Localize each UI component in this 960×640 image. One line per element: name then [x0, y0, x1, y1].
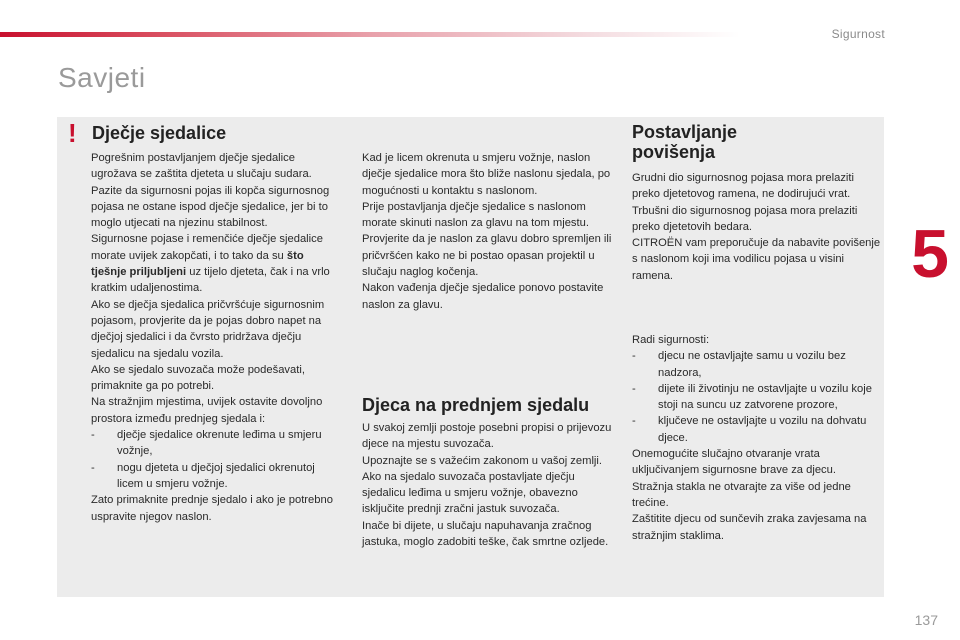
paragraph: Prije postavljanja dječje sjedalice s naslonom morate skinuti naslon za glavu na tom mjestu. — [362, 200, 589, 230]
paragraph: Inače bi dijete, u slučaju napuhavanja zračnog jastuka, moglo zadobiti teške, čak smrtne ozljede. — [362, 519, 609, 549]
bold-emphasis: što tješnje priljubljeni — [91, 249, 304, 279]
list-dash: - — [91, 461, 95, 474]
page-title: Savjeti — [58, 62, 146, 93]
paragraph: Radi sigurnosti: — [632, 334, 710, 346]
list-item: - ključeve ne ostavljajte u vozilu na dohvatu djece. — [632, 413, 884, 446]
chapter-tab — [900, 213, 960, 295]
list-dash: - — [91, 429, 95, 442]
paragraph: Ako se dječja sjedalica pričvršćuje sigurnosnim pojasom, provjerite da je pojas dobro napet na dječjoj sjedalici i da čvrsto pridržava dječju sjedalicu na sjedalu vozila. — [91, 298, 325, 360]
paragraph: Zato primaknite prednje sjedalo i ako je potrebno uspravite njegov naslon. — [91, 494, 333, 523]
paragraph: Nakon vađenja dječje sjedalice ponovo postavite naslon za glavu. — [362, 282, 604, 311]
child-seats-heading: Dječje sjedalice — [92, 123, 227, 143]
list-item: - dijete ili životinju ne ostavljajte u vozilu koje stoji na suncu uz zatvorene prozore, — [632, 381, 884, 414]
booster-text — [632, 170, 882, 284]
paragraph: Trbušni dio sigurnosnog pojasa mora prelaziti preko djetetovih bedara. — [632, 204, 858, 233]
paragraph: Pazite da sigurnosni pojas ili kopča sigurnosnog pojasa ne ostane ispod dječje sjedalice, jer bi to moglo utjecati na njezinu stabilnost. — [91, 184, 330, 230]
front-seat-text — [362, 420, 612, 550]
paragraph: Grudni dio sigurnosnog pojasa mora prelaziti preko djetetovog ramena, ne dodirujući vrat. — [632, 172, 855, 201]
chapter-number: 5 — [911, 216, 949, 292]
paragraph: Zaštitite djecu od sunčevih zraka zavjesama na stražnjim staklima. — [632, 513, 867, 542]
front-seat-heading: Djeca na prednjem sjedalu — [362, 395, 590, 415]
headrest-text — [362, 150, 612, 313]
paragraph: Ako se sjedalo suvozača može podešavati, primaknite ga po potrebi. — [91, 363, 305, 393]
paragraph: Kad je licem okrenuta u smjeru vožnje, naslon dječje sjedalice mora što bliže naslonu sjedala, po mogućnosti u kontaktu s naslonom. — [362, 152, 611, 197]
page-number: 137 — [914, 612, 938, 628]
list-dash: - — [632, 350, 636, 363]
paragraph: Sigurnosne pojase i remenčiće dječje sjedalice morate uvijek zakopčati, i to tako da su što tješnje priljubljeni uz tijelo djeteta, čak i na vrlo kratkim udaljenostima. — [91, 233, 330, 295]
paragraph: CITROËN vam preporučuje da nabavite povišenje s naslonom koji ima vodilicu pojasa u visini ramena. — [632, 237, 881, 282]
paragraph: Upoznajte se s važećim zakonom u vašoj zemlji. — [362, 454, 603, 467]
list-dash: - — [632, 382, 636, 395]
list-item: - dječje sjedalice okrenute leđima u smjeru vožnje, — [91, 427, 341, 460]
paragraph: Provjerite da je naslon za glavu dobro spremljen ili pričvršćen kako ne bi postao opasan projektil u slučaju naglog kočenja. — [362, 233, 612, 279]
list-dash: - — [632, 415, 636, 428]
booster-heading: Postavljanje povišenja — [632, 122, 738, 162]
list-item: - djecu ne ostavljajte samu u vozilu bez nadzora, — [632, 348, 884, 381]
paragraph: Na stražnjim mjestima, uvijek ostavite dovoljno prostora između prednjeg sjedala i: — [91, 396, 323, 425]
header-accent-bar — [0, 32, 740, 37]
paragraph: Pogrešnim postavljanjem dječje sjedalice ugrožava se zaštita djeteta u slučaju sudara. — [91, 152, 312, 181]
safety-text — [632, 332, 884, 544]
paragraph: Ako na sjedalo suvozača postavljate dječju sjedalicu leđima u smjeru vožnje, obavezno isključite prednji zračni jastuk suvozača. — [362, 470, 578, 516]
paragraph: Onemogućite slučajno otvaranje vrata uključivanjem sigurnosne brave za djecu. — [632, 448, 836, 477]
paragraph: Stražnja stakla ne otvarajte za više od jedne trećine. — [632, 480, 851, 509]
paragraph: U svakoj zemlji postoje posebni propisi o prijevozu djece na mjestu suvozača. — [362, 422, 612, 451]
section-header: Sigurnost — [831, 27, 885, 41]
child-seats-text — [91, 150, 341, 525]
warning-icon: ! — [68, 118, 77, 148]
list-item: - nogu djeteta u dječjoj sjedalici okrenutoj licem u smjeru vožnje. — [91, 460, 341, 493]
